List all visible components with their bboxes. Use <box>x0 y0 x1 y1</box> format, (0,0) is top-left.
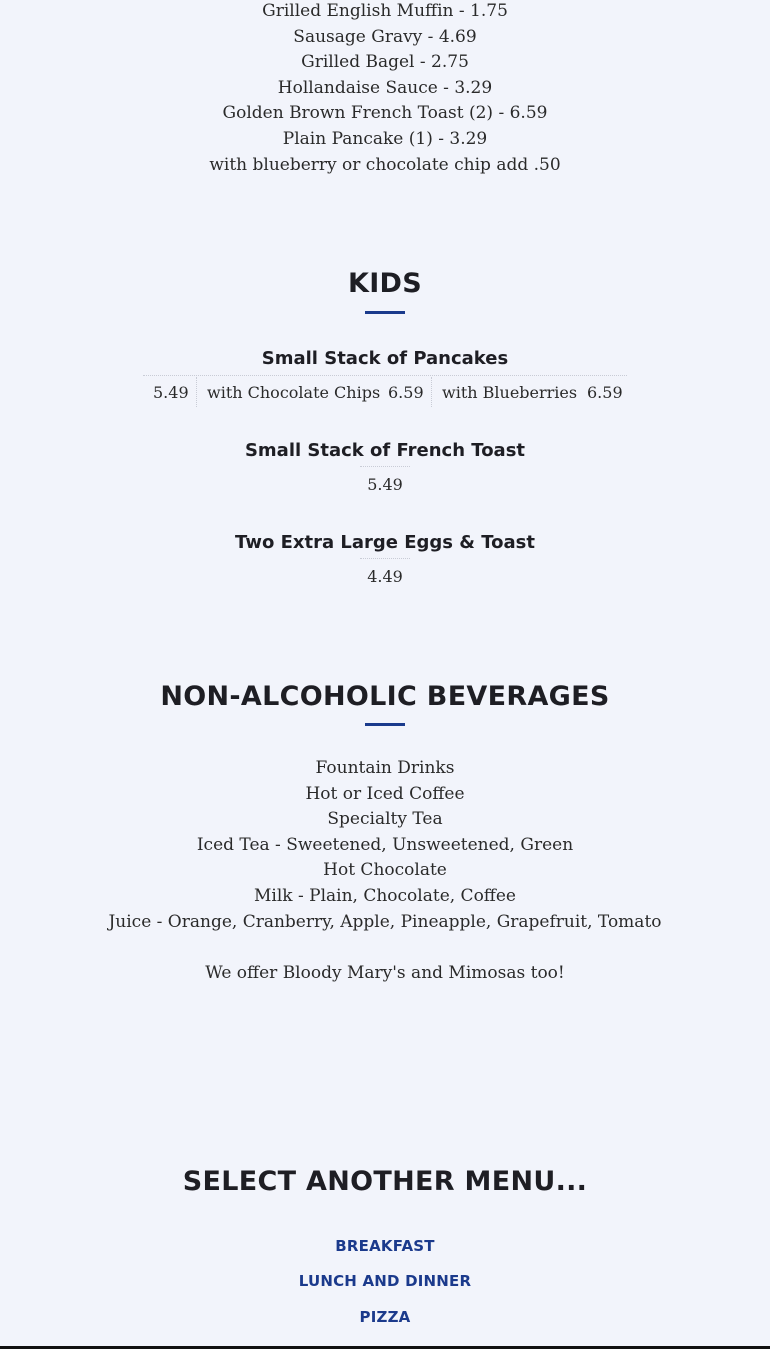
beverage-item: Hot or Iced Coffee <box>305 783 465 804</box>
sides-item: Grilled Bagel - 2.75 <box>301 52 469 73</box>
kids-title-underline <box>365 311 405 314</box>
sides-list <box>0 0 770 178</box>
kids-pancakes-option-chocolate-price: 6.59 <box>388 383 424 402</box>
kids-pancakes-price: 5.49 <box>153 383 189 402</box>
nav-link-pizza[interactable]: PIZZA <box>359 1308 411 1326</box>
divider <box>143 375 627 376</box>
kids-pancakes-option-chocolate: with Chocolate Chips <box>207 383 381 402</box>
sides-item: Sausage Gravy - 4.69 <box>293 26 477 47</box>
kids-eggs-price: 4.49 <box>367 567 403 586</box>
kids-section-title: KIDS <box>347 268 423 299</box>
nav-link-breakfast[interactable]: BREAKFAST <box>335 1237 435 1255</box>
sides-item: Grilled English Muffin - 1.75 <box>262 1 508 21</box>
beverage-item: Fountain Drinks <box>315 758 455 778</box>
beverage-item: Hot Chocolate <box>323 860 447 881</box>
divider <box>360 558 410 559</box>
divider <box>431 377 432 407</box>
sides-item: Plain Pancake (1) - 3.29 <box>282 128 488 149</box>
beverage-item: Milk - Plain, Chocolate, Coffee <box>254 885 516 906</box>
kids-pancakes-option-blueberry-price: 6.59 <box>587 383 623 402</box>
spacer <box>0 935 770 961</box>
nav-link-lunch-and-dinner[interactable]: LUNCH AND DINNER <box>298 1272 472 1290</box>
beverage-item: Juice - Orange, Cranberry, Apple, Pineapple, Grapefruit, Tomato <box>108 911 662 932</box>
divider <box>360 466 410 467</box>
sides-item: with blueberry or chocolate chip add .50 <box>209 154 561 175</box>
divider <box>196 377 197 407</box>
sides-item: Hollandaise Sauce - 3.29 <box>277 77 493 98</box>
sides-item: Golden Brown French Toast (2) - 6.59 <box>222 103 548 124</box>
kids-french-toast-price: 5.49 <box>367 475 403 494</box>
kids-french-toast-title: Small Stack of French Toast <box>244 440 526 461</box>
kids-eggs-title: Two Extra Large Eggs & Toast <box>235 532 535 553</box>
select-menu-title: SELECT ANOTHER MENU... <box>182 1166 588 1197</box>
beverages-section-title: NON-ALCOHOLIC BEVERAGES <box>160 681 610 712</box>
beverages-note: We offer Bloody Mary's and Mimosas too! <box>205 962 565 983</box>
beverage-item: Iced Tea - Sweetened, Unsweetened, Green <box>196 834 574 855</box>
beverages-list <box>0 756 770 986</box>
beverage-item: Specialty Tea <box>327 809 443 830</box>
beverages-title-underline <box>365 723 405 726</box>
kids-pancakes-option-blueberry: with Blueberries <box>442 383 578 402</box>
kids-pancakes-title: Small Stack of Pancakes <box>261 348 509 369</box>
